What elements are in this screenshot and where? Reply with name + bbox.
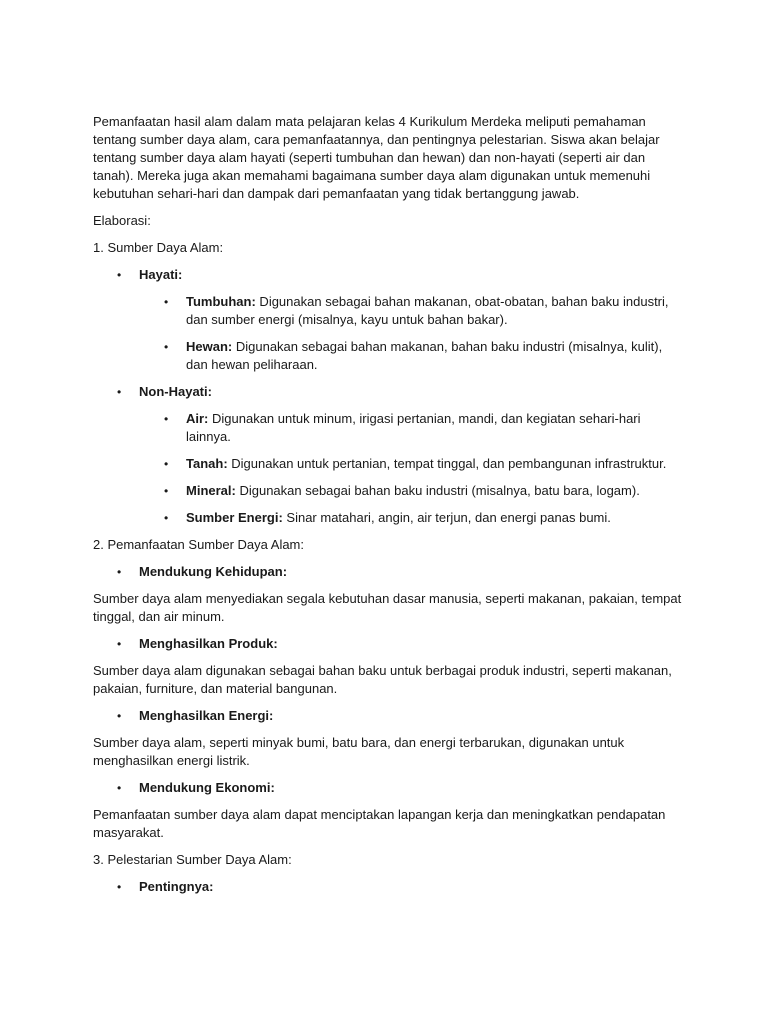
list-item-mineral — [93, 482, 683, 500]
list-item-text: Digunakan sebagai bahan makanan, bahan baku industri (misalnya, kulit), dan hewan peliharaan. — [186, 339, 663, 372]
list-item-label: Menghasilkan Produk: — [139, 636, 278, 651]
list-item-air — [93, 410, 683, 446]
bullet-icon: • — [164, 457, 169, 471]
list-item-hayati — [93, 266, 683, 284]
list-item-text: Digunakan sebagai bahan baku industri (misalnya, batu bara, logam). — [235, 483, 640, 498]
list-item-text: Sinar matahari, angin, air terjun, dan energi panas bumi. — [282, 510, 611, 525]
bullet-icon: • — [117, 637, 122, 651]
list-item-hewan — [93, 338, 683, 374]
list-item-label: Mendukung Ekonomi: — [139, 780, 275, 795]
list-item-tanah — [93, 455, 683, 473]
section-2-list-kehidupan — [93, 563, 683, 581]
bullet-icon: • — [164, 295, 169, 309]
list-item-label: Menghasilkan Energi: — [139, 708, 274, 723]
desc-mendukung-kehidupan: Sumber daya alam menyediakan segala kebutuhan dasar manusia, seperti makanan, pakaian, tempat tinggal, dan air minum. — [93, 591, 682, 624]
list-item-text: Digunakan untuk pertanian, tempat tinggal, dan pembangunan infrastruktur. — [227, 456, 667, 471]
list-item-text: Digunakan untuk minum, irigasi pertanian, mandi, dan kegiatan sehari-hari lainnya. — [186, 411, 641, 444]
bullet-icon: • — [164, 511, 169, 525]
list-item-term: Tanah: — [186, 456, 228, 471]
list-item-pentingnya — [93, 878, 683, 896]
list-item-mendukung-ekonomi — [93, 779, 683, 797]
list-item-term: Tumbuhan: — [186, 294, 256, 309]
list-item-term: Air: — [186, 411, 209, 426]
bullet-icon: • — [164, 412, 169, 426]
bullet-icon: • — [117, 565, 122, 579]
bullet-icon: • — [117, 709, 122, 723]
section-1-heading: 1. Sumber Daya Alam: — [93, 240, 224, 255]
bullet-icon: • — [164, 484, 169, 498]
list-item-sumber-energi — [93, 509, 683, 527]
document-body — [93, 113, 683, 905]
list-item-mendukung-kehidupan — [93, 563, 683, 581]
bullet-icon: • — [117, 880, 122, 894]
intro-paragraph: Pemanfaatan hasil alam dalam mata pelajaran kelas 4 Kurikulum Merdeka meliputi pemahaman tentang sumber daya alam, cara pemanfaatannya, dan pentingnya pelestarian. Siswa akan belajar tentang sumber daya alam hayati (seperti tumbuhan dan hewan) dan non-hayati (seperti air dan tanah). Mereka juga akan memahami bagaimana sumber daya alam digunakan untuk memenuhi kebutuhan sehari-hari dan dampak dari pemanfaatan yang tidak bertanggung jawab. — [93, 114, 660, 201]
section-3-list — [93, 878, 683, 896]
list-item-term: Sumber Energi: — [186, 510, 283, 525]
list-item-term: Mineral: — [186, 483, 236, 498]
section-2-list-produk — [93, 635, 683, 653]
section-2-list-energi — [93, 707, 683, 725]
section-1-list — [93, 266, 683, 527]
list-item-menghasilkan-produk — [93, 635, 683, 653]
list-item-label: Mendukung Kehidupan: — [139, 564, 288, 579]
bullet-icon: • — [117, 385, 122, 399]
section-2-heading: 2. Pemanfaatan Sumber Daya Alam: — [93, 537, 305, 552]
bullet-icon: • — [117, 268, 122, 282]
desc-menghasilkan-energi: Sumber daya alam, seperti minyak bumi, batu bara, dan energi terbarukan, digunakan untuk menghasilkan energi listrik. — [93, 735, 625, 768]
bullet-icon: • — [164, 340, 169, 354]
list-item-term: Hewan: — [186, 339, 233, 354]
list-item-non-hayati — [93, 383, 683, 401]
list-item-menghasilkan-energi — [93, 707, 683, 725]
list-item-text: Digunakan sebagai bahan makanan, obat-obatan, bahan baku industri, dan sumber energi (misalnya, kayu untuk bahan bakar). — [186, 294, 669, 327]
desc-mendukung-ekonomi: Pemanfaatan sumber daya alam dapat menciptakan lapangan kerja dan meningkatkan pendapatan masyarakat. — [93, 807, 666, 840]
desc-menghasilkan-produk: Sumber daya alam digunakan sebagai bahan baku untuk berbagai produk industri, seperti makanan, pakaian, furniture, dan material bangunan. — [93, 663, 672, 696]
list-item-label: Hayati: — [139, 267, 183, 282]
section-2-list-ekonomi — [93, 779, 683, 797]
elaborasi-label: Elaborasi: — [93, 213, 151, 228]
list-item-label: Pentingnya: — [139, 879, 214, 894]
section-3-heading: 3. Pelestarian Sumber Daya Alam: — [93, 852, 292, 867]
list-item-label: Non-Hayati: — [139, 384, 212, 399]
bullet-icon: • — [117, 781, 122, 795]
list-item-tumbuhan — [93, 293, 683, 329]
